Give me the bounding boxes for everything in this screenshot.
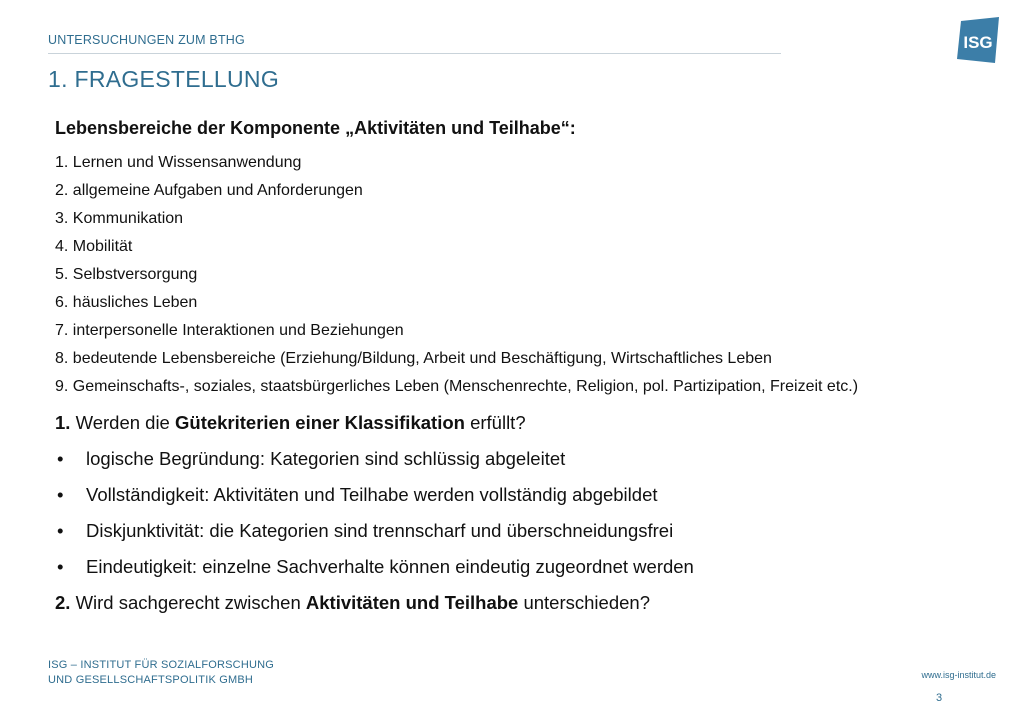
bullet-icon: • [57, 520, 64, 541]
header-divider [48, 53, 781, 54]
footer-website-link[interactable]: www.isg-institut.de [921, 670, 996, 680]
question-2 [55, 585, 995, 621]
list-item: 8. bedeutende Lebensbereiche (Erziehung/Bildung, Arbeit und Beschäftigung, Wirtschaftliches Leben [55, 350, 772, 367]
areas-heading: Lebensbereiche der Komponente „Aktivitäten und Teilhabe“: [55, 118, 576, 138]
list-item: 2. allgemeine Aufgaben und Anforderungen [55, 182, 363, 199]
footer-org-line: UND GESELLSCHAFTSPOLITIK GMBH [48, 674, 254, 686]
list-item: 4. Mobilität [55, 238, 133, 255]
list-item [55, 549, 995, 585]
footer-org-line: ISG – INSTITUT FÜR SOZIALFORSCHUNG [48, 659, 275, 671]
list-item: 1. Lernen und Wissensanwendung [55, 154, 302, 171]
isg-logo [955, 17, 1001, 63]
question-text: erfüllt? [470, 412, 526, 433]
page-title: 1. FRAGESTELLUNG [48, 66, 280, 92]
question-1 [55, 405, 995, 441]
question-text: Werden die [75, 412, 170, 433]
criterion-text: Diskjunktivität: die Kategorien sind trennscharf und überschneidungsfrei [86, 520, 674, 541]
bullet-icon: • [57, 484, 64, 505]
question-text: Wird sachgerecht zwischen [75, 592, 301, 613]
criterion-text: Vollständigkeit: Aktivitäten und Teilhabe werden vollständig abgebildet [86, 484, 658, 505]
question-number: 2. [55, 592, 71, 613]
list-item [55, 441, 995, 477]
criterion-text: Eindeutigkeit: einzelne Sachverhalte können eindeutig zugeordnet werden [86, 556, 694, 577]
list-item: 3. Kommunikation [55, 210, 184, 227]
criterion-text: logische Begründung: Kategorien sind schlüssig abgeleitet [86, 448, 566, 469]
criteria-list [55, 441, 995, 585]
bullet-icon: • [57, 556, 64, 577]
list-item: 6. häusliches Leben [55, 294, 198, 311]
question-text: unterschieden? [523, 592, 650, 613]
list-item: 5. Selbstversorgung [55, 266, 198, 283]
slide-content [55, 118, 995, 621]
list-item: 9. Gemeinschafts-, soziales, staatsbürgerliches Leben (Menschenrechte, Religion, pol. Partizipation, Freizeit etc.) [55, 378, 859, 395]
question-emphasis: Aktivitäten und Teilhabe [305, 592, 519, 613]
list-item [55, 513, 995, 549]
section-kicker: UNTERSUCHUNGEN ZUM BTHG [48, 33, 245, 47]
question-emphasis: Gütekriterien einer Klassifikation [175, 412, 465, 433]
logo-text: ISG [963, 33, 993, 52]
footer-organization [48, 658, 274, 688]
page-number: 3 [936, 692, 943, 704]
list-item [55, 477, 995, 513]
list-item: 7. interpersonelle Interaktionen und Beziehungen [55, 322, 404, 339]
bullet-icon: • [57, 448, 64, 469]
question-number: 1. [55, 412, 71, 433]
life-areas-list [55, 149, 995, 401]
